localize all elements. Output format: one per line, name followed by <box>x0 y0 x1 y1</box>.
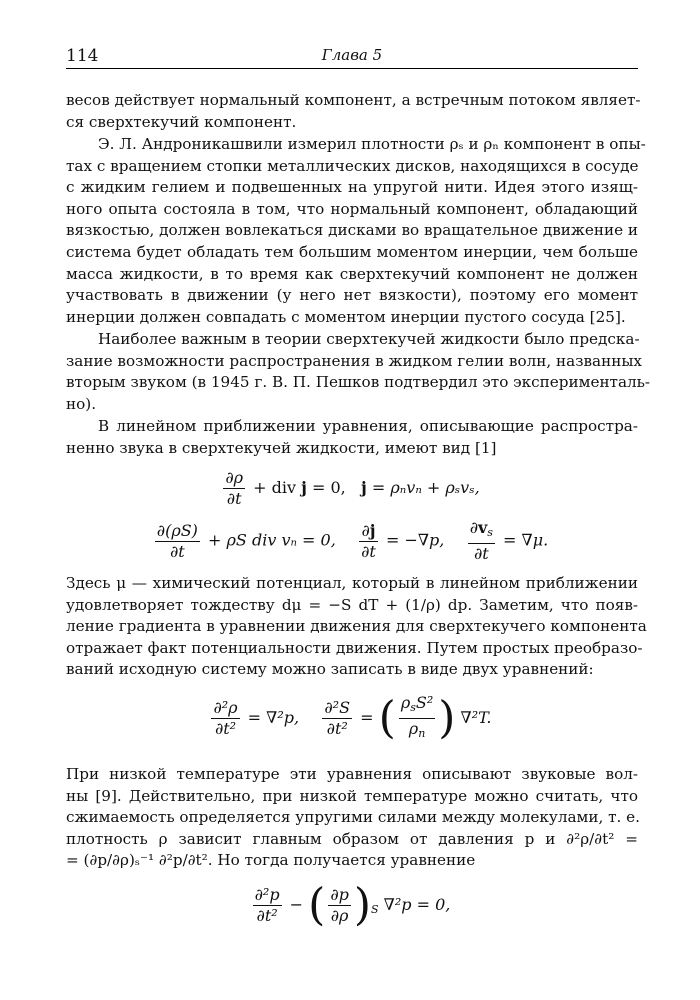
text-line: зание возможности распространения в жидком гелии волн, названных <box>66 351 642 370</box>
equation-text: = ∇μ. <box>503 530 549 550</box>
paragraph-5 <box>66 573 647 681</box>
text-line: инерции должен совпадать с моментом инерции пустого сосуда [25]. <box>66 307 626 326</box>
paragraph-6 <box>66 764 638 872</box>
text-line: ление градиента в уравнении движения для сверхтекучего компонента <box>66 617 647 636</box>
text-line: Э. Л. Андроникашвили измерил плотности ρₛ и ρₙ компонент в опы- <box>98 135 646 153</box>
text-line: ного опыта состояла в том, что нормальный компонент, обладающий <box>66 199 638 218</box>
text-line: весов действует нормальный компонент, а встречным потоком являет- <box>66 91 641 109</box>
equation-text: ∇²T. <box>460 708 492 727</box>
fraction: $\frac{\partial(\rho S)}{\partial t}$ <box>156 520 198 561</box>
text-line: В линейном приближении уравнения, описывающие распростра- <box>98 417 638 435</box>
fraction: $\frac{\text{∂²p}}{\text{∂t²}}$ <box>254 885 280 925</box>
equation-continuity: $\frac{\partial\rho}{\partial t}$ + div j = 0, j = ρₙvₙ + ρₛvₛ, <box>225 468 480 508</box>
fraction: $\frac{\partial j}{\partial t}$ <box>361 520 376 561</box>
text-line: = (∂p/∂ρ)ₛ⁻¹ ∂²p/∂t². Но тогда получается уравнение <box>66 851 476 870</box>
text-line: сжимаемость определяется упругими силами между молекулами, т. е. <box>66 808 640 827</box>
paragraph-2 <box>66 134 646 328</box>
paragraph-1 <box>66 90 641 133</box>
paragraph-4 <box>66 416 638 459</box>
text-line: с жидким гелием и подвешенных на упругой нити. Идея этого изящ- <box>66 178 638 197</box>
text-line: тах с вращением стопки металлических дисков, находящихся в сосуде <box>66 156 639 175</box>
page-number: 114 <box>66 46 99 66</box>
equation-text: = ρₙvₙ + ρₛvₛ, <box>371 478 480 497</box>
text-line: вторым звуком (в 1945 г. В. П. Пешков подтвердил это эксперименталь- <box>66 373 651 392</box>
equation-motion <box>0 518 700 564</box>
equation-text: = −∇p, <box>385 530 445 550</box>
fraction: $\frac{\text{∂²ρ}}{\text{∂t²}}$ <box>213 698 238 738</box>
chapter-title: Глава 5 <box>321 46 383 64</box>
text-line: ваний исходную систему можно записать в виде двух уравнений: <box>66 660 594 679</box>
equation-sound: $\frac{\text{∂²p}}{\text{∂t²}}$ − ( $\frac{\partial p}{\partial\rho}$ )$_S$ ∇²p = 0, <box>254 879 451 931</box>
text-line: ны [9]. Действительно, при низкой температуре можно считать, что <box>66 786 638 805</box>
text-line: При низкой температуре эти уравнения описывают звуковые вол- <box>66 765 638 783</box>
text-line: отражает факт потенциальности движения. Путем простых преобразо- <box>66 638 643 657</box>
text-line: ся сверхтекучий компонент. <box>66 112 297 131</box>
text-line: плотность ρ зависит главным образом от давления p и ∂²ρ/∂t² = <box>66 829 638 848</box>
equation-text: + div <box>253 478 296 497</box>
equation-text: − <box>289 895 304 914</box>
text-line: Здесь μ — химический потенциал, который в линейном приближении <box>66 574 638 592</box>
text-line: но). <box>66 394 97 413</box>
fraction: $\frac{\text{∂²S}}{\text{∂t²}}$ <box>324 698 351 738</box>
text-line: удовлетворяет тождеству dμ = −S dT + (1/ρ) dp. Заметим, что появ- <box>66 595 638 614</box>
fraction: $\frac{\partial p}{\partial\rho}$ <box>330 885 349 925</box>
fraction: $\frac{\rho_sS^2}{\rho_n}$ <box>399 693 435 744</box>
equation-text: ∇²p = 0, <box>383 895 451 914</box>
fraction: $\frac{\partial v_s}{\partial t}$ <box>469 518 493 563</box>
text-line: ненно звука в сверхтекучей жидкости, имеют вид [1] <box>66 438 497 457</box>
text-line: масса жидкости, в то время как сверхтекучий компонент не должен <box>66 264 638 283</box>
text-line: участвовать в движении (у него нет вязкости), поэтому его момент <box>66 286 638 305</box>
page-header <box>66 46 638 69</box>
equation-text: = ∇²p, <box>247 708 300 727</box>
text-line: система будет обладать тем большим моментом инерции, чем больше <box>66 242 638 261</box>
equation-wave-pair: $\frac{\text{∂²ρ}}{\text{∂t²}}$ = ∇²p, $\frac{\text{∂²S}}{\text{∂t²}}$ = ( $\frac{\rho_sS^2}{\rho_n}$ ) ∇²T. <box>213 692 492 744</box>
text-line: вязкостью, должен вовлекаться дисками во вращательное движение и <box>66 221 639 240</box>
text-line: Наиболее важным в теории сверхтекучей жидкости было предска- <box>98 330 640 348</box>
equation-text: + ρS div vₙ = 0, <box>208 530 336 550</box>
fraction: $\frac{\partial\rho}{\partial t}$ <box>225 468 243 508</box>
equation-text: = 0, <box>311 478 346 497</box>
paragraph-3 <box>66 329 651 415</box>
